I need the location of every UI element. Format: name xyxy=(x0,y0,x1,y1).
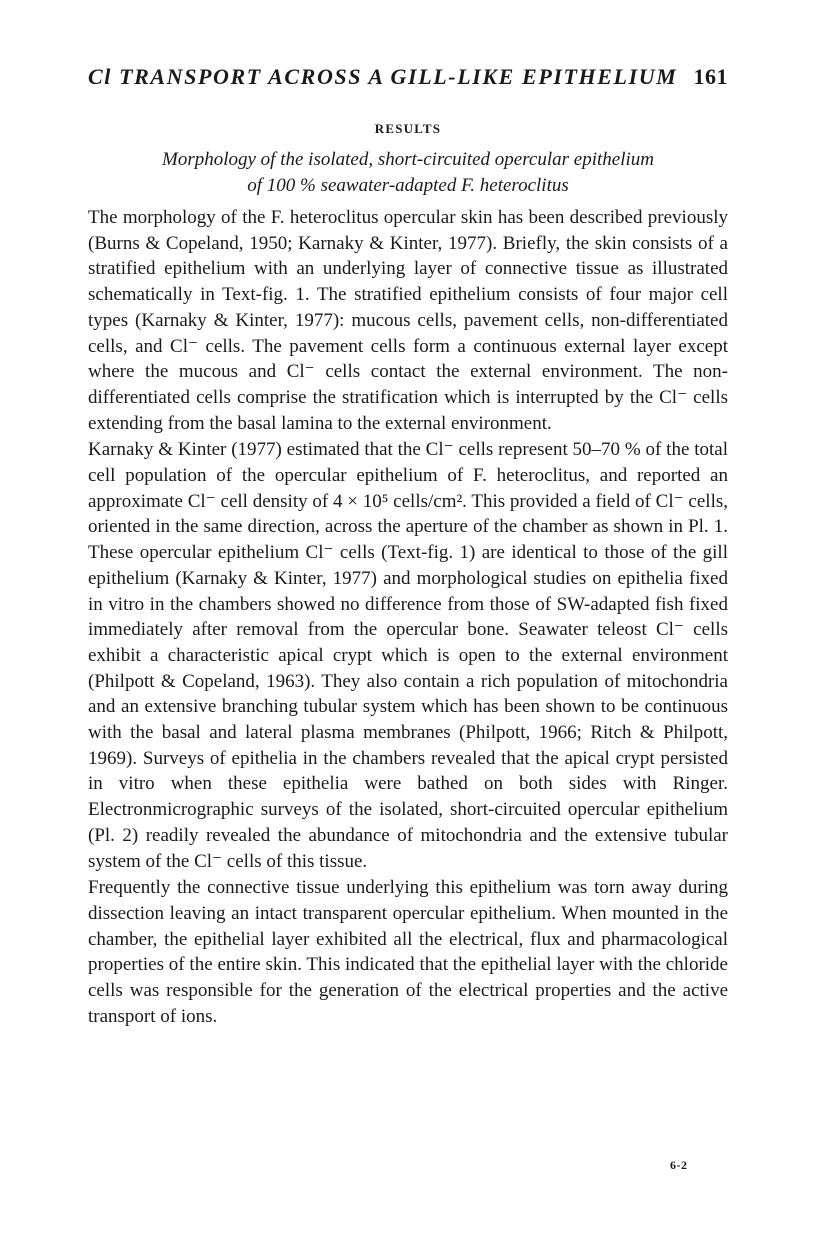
section-title: RESULTS xyxy=(374,121,442,136)
subtitle-line-2: of 100 % seawater-adapted F. heteroclitus xyxy=(247,175,569,196)
paragraph-2: Karnaky & Kinter (1977) estimated that the Cl⁻ cells represent 50–70 % of the total cell population of the opercular epithelium of F. heteroclitus, and reported an approximate Cl⁻ cell density of 4 × 10⁵ cells/cm². This provided a field of Cl⁻ cells, oriented in the same direction, across the aperture of the chamber as shown in Pl. 1. These opercular epithelium Cl⁻ cells (Text-fig. 1) are identical to those of the gill epithelium (Karnaky & Kinter, 1977) and morphological studies on epithelia fixed in vitro in the chambers showed no difference from those of SW-adapted fish fixed immediately after removal from the opercular bone. Seawater teleost Cl⁻ cells exhibit a characteristic apical crypt which is open to the external environment (Philpott & Copeland, 1963). They also contain a rich population of mitochondria and an extensive branching tubular system which has been shown to be continuous with the basal and lateral plasma membranes (Philpott, 1966; Ritch & Philpott, 1969). Surveys of epithelia in the chambers revealed that the apical crypt persisted in vitro when these epithelia were bathed on both sides with Ringer. Electronmicrographic surveys of the isolated, short-circuited opercular epithelium (Pl. 2) readily revealed the abundance of mitochondria and the extensive tubular system of the Cl⁻ cells of this tissue. xyxy=(88,439,728,872)
body-text xyxy=(88,205,728,1031)
section-subtitle xyxy=(88,147,728,199)
subtitle-line-1: Morphology of the isolated, short-circuited opercular epithelium xyxy=(162,149,654,170)
paragraph-1: The morphology of the F. heteroclitus opercular skin has been described previously (Burns & Copeland, 1950; Karnaky & Kinter, 1977). Briefly, the skin consists of a stratified epithelium with an underlying layer of connective tissue as illustrated schematically in Text-fig. 1. The stratified epithelium consists of four major cell types (Karnaky & Kinter, 1977): mucous cells, pavement cells, non-differentiated cells, and Cl⁻ cells. The pavement cells form a continuous external layer except where the mucous and Cl⁻ cells contact the external environment. The non-differentiated cells comprise the stratification which is interrupted by the Cl⁻ cells extending from the basal lamina to the external environment. xyxy=(88,207,728,434)
running-head xyxy=(88,64,728,90)
signature-mark: 6-2 xyxy=(670,1158,688,1172)
paragraph-3: Frequently the connective tissue underlying this epithelium was torn away during dissection leaving an intact transparent opercular epithelium. When mounted in the chamber, the epithelial layer exhibited all the electrical, flux and pharmacological properties of the entire skin. This indicated that the epithelial layer with the chloride cells was responsible for the generation of the electrical properties and the active transport of ions. xyxy=(88,877,728,1027)
running-title: Cl TRANSPORT ACROSS A GILL-LIKE EPITHELIUM xyxy=(88,64,678,89)
page-number: 161 xyxy=(693,64,728,89)
